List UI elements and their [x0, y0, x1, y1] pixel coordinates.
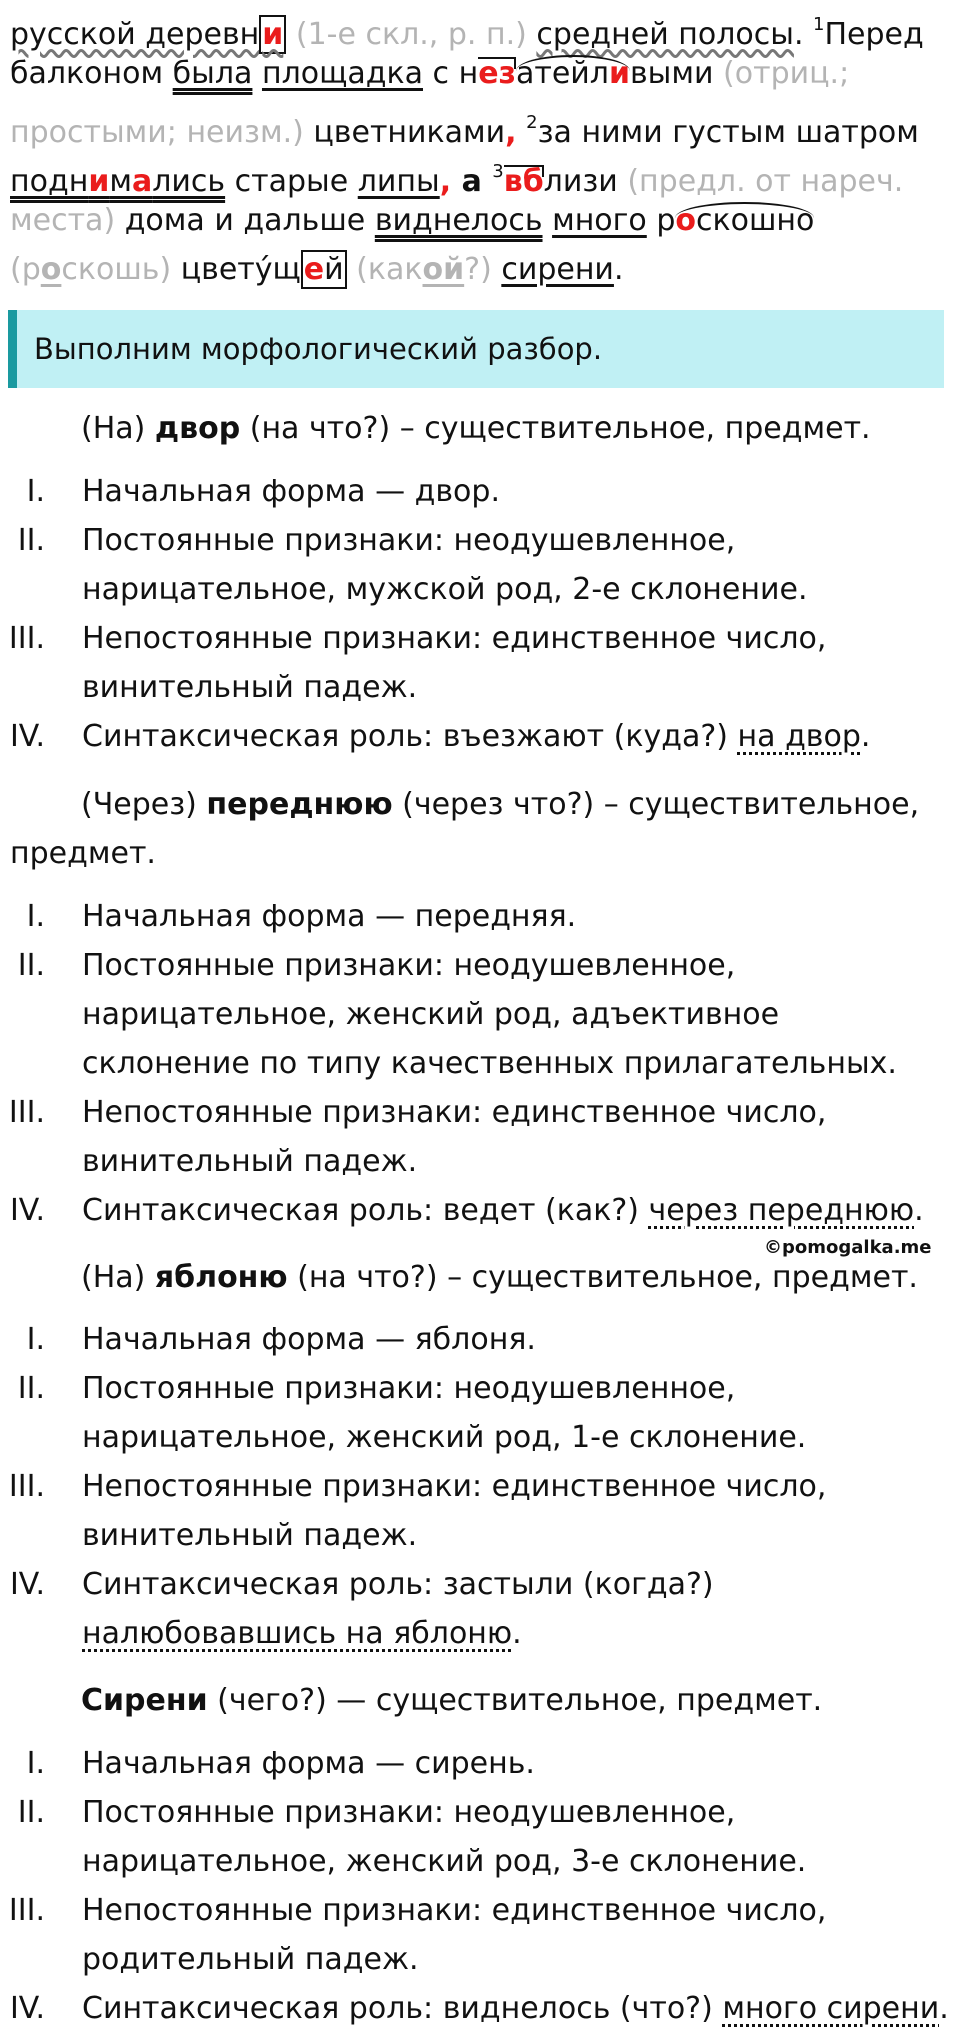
grammar-note: (как [346, 252, 423, 287]
parse-list-dvor [0, 467, 960, 761]
prefix-mark: вб [504, 157, 544, 206]
text-fragment: с н [423, 56, 479, 91]
text-fragment: скошно [696, 203, 815, 238]
text-fragment: Перед [824, 17, 924, 52]
item-text: Непостоянные признаки: единственное число, винительный падеж. [82, 1469, 827, 1553]
root-arc [675, 196, 814, 245]
grammar-note: (отриц.; [723, 56, 850, 91]
item-text: Непостоянные признаки: единственное число, родительный падеж. [82, 1893, 827, 1977]
text-fragment: за ними густым шатром [537, 115, 919, 150]
root-arc [516, 49, 630, 98]
list-item [0, 614, 960, 712]
item-number: III. [8, 1469, 45, 1504]
sentence-marker: 1 [813, 14, 825, 35]
letter-mark: и [88, 164, 110, 199]
grammar-note: ?) [464, 252, 502, 287]
title-rest: (на что?) – существительное, предмет. [240, 411, 871, 446]
grammar-note: (р [10, 252, 41, 287]
list-item [0, 712, 960, 761]
text-fragment: лизи [543, 164, 628, 199]
intro-text [10, 0, 950, 294]
list-item [0, 467, 960, 516]
text-fragment: старые [225, 164, 358, 199]
item-text: Начальная форма — яблоня. [82, 1322, 536, 1357]
item-text: Начальная форма — передняя. [82, 899, 577, 934]
intro-line-5 [10, 196, 950, 245]
section-title-dvor [10, 404, 950, 453]
section-title-perednyuyu [10, 780, 950, 878]
list-item [0, 1186, 960, 1235]
sentence-marker: 2 [526, 112, 538, 133]
text-fragment: . [860, 719, 871, 754]
predicate: виднелось [374, 203, 543, 238]
text-fragment: р [646, 203, 676, 238]
title-word: двор [154, 411, 241, 446]
item-text: Начальная форма — сирень. [82, 1746, 535, 1781]
intro-line-3 [10, 98, 950, 150]
text-fragment: . [939, 1991, 949, 2026]
item-number: III. [8, 621, 45, 656]
item-number: II. [17, 523, 45, 558]
item-text [82, 1984, 950, 2033]
sentence-marker: 3 [492, 161, 504, 182]
intro-line-6 [10, 245, 950, 294]
item-text: Постоянные признаки: неодушевленное, нарицательное, женский род, адъективное склонение по типу качественных прилагательных. [82, 948, 897, 1081]
item-text [82, 1560, 950, 1658]
letter-mark: е [303, 252, 325, 287]
parse-list-yablonyu [0, 1315, 960, 1658]
text-fragment: атейл [515, 56, 609, 91]
section-title-sireni [10, 1676, 950, 1725]
underlined-phrase: через переднюю [648, 1193, 915, 1228]
item-number: IV. [9, 1193, 45, 1228]
text-fragment: лись [152, 164, 226, 199]
parse-list-sireni [0, 1739, 960, 2033]
intro-line-4 [10, 147, 950, 199]
list-item [0, 941, 960, 1088]
comma-mark: , [439, 164, 452, 199]
subject: много [552, 203, 647, 238]
item-number: II. [17, 1795, 45, 1830]
title-prefix: (Через) [81, 787, 207, 822]
text-fragment: дома и дальше [115, 203, 375, 238]
grammar-note: (1-е скл., р. п.) [295, 17, 527, 52]
item-text: Постоянные признаки: неодушевленное, нарицательное, женский род, 3-е склонение. [82, 1795, 807, 1879]
title-word: переднюю [206, 787, 393, 822]
ending-box: и [259, 15, 286, 54]
prefix-mark: ез [478, 49, 516, 98]
item-text [82, 712, 950, 761]
letter-mark: о [675, 203, 696, 238]
item-text: Непостоянные признаки: единственное число, винительный падеж. [82, 621, 827, 705]
list-item [0, 1560, 960, 1658]
text-fragment: м [109, 164, 132, 199]
title-prefix [10, 1683, 81, 1718]
item-number: II. [17, 1371, 45, 1406]
item-number: IV. [9, 1991, 45, 2026]
item-number: III. [8, 1893, 45, 1928]
predicate: была [172, 56, 253, 91]
item-number: III. [8, 1095, 45, 1130]
text-fragment: Синтаксическая роль: въезжают (куда?) [82, 719, 738, 754]
subject: липы [357, 164, 440, 199]
text-fragment: . [793, 17, 804, 52]
text-fragment: русской деревн [10, 17, 260, 52]
title-prefix: (На) [81, 1260, 155, 1295]
text-fragment: выми [630, 56, 724, 91]
space [252, 56, 262, 91]
title-word: Сирени [81, 1683, 208, 1718]
item-text: Начальная форма — двор. [82, 474, 500, 509]
comma-mark: , [505, 115, 517, 150]
text-fragment: балконом [10, 56, 173, 91]
letter-mark: а [132, 164, 153, 199]
word-group: средней полосы [536, 17, 794, 52]
text-fragment: . [613, 252, 624, 287]
list-item [0, 1984, 960, 2033]
list-item [0, 1364, 960, 1462]
item-text: Непостоянные признаки: единственное число, винительный падеж. [82, 1095, 827, 1179]
subject: площадка [261, 56, 423, 91]
intro-line-2 [10, 49, 950, 98]
list-item [0, 516, 960, 614]
section-banner: Выполним морфологический разбор. [8, 310, 944, 388]
grammar-note: места) [10, 203, 116, 238]
letter-mark: и [608, 56, 630, 91]
item-number: I. [26, 474, 45, 509]
title-prefix: (На) [81, 411, 155, 446]
space [543, 203, 553, 238]
text-fragment: Синтаксическая роль: застыли (когда?) [82, 1567, 714, 1602]
list-item [0, 892, 960, 941]
list-item [0, 1886, 960, 1984]
title-rest: (через что?) – существительное, предмет. [10, 787, 920, 871]
text-fragment: цвету́щ [171, 252, 301, 287]
item-number: II. [17, 948, 45, 983]
list-item [0, 1788, 960, 1886]
subject: сирени [501, 252, 614, 287]
grammar-note: (предл. от нареч. [627, 164, 904, 199]
text-fragment: й [324, 252, 344, 287]
item-number: I. [26, 1322, 45, 1357]
title-rest: (на что?) – существительное, предмет. [287, 1260, 918, 1295]
text-fragment: цветниками [303, 115, 506, 150]
item-text [82, 1186, 950, 1235]
list-item [0, 1462, 960, 1560]
watermark-credit: ©pomogalka.me [764, 1237, 932, 1258]
underlined-phrase: налюбовавшись на яблоню [82, 1616, 513, 1651]
text-fragment: . [914, 1193, 924, 1228]
list-item [0, 1739, 960, 1788]
grammar-note: ой [422, 252, 465, 287]
item-number: I. [26, 899, 45, 934]
grammar-note: скошь) [61, 252, 172, 287]
intro-line-1 [10, 0, 950, 52]
grammar-note: о [40, 252, 62, 287]
title-word: яблоню [154, 1260, 288, 1295]
item-number: I. [26, 1746, 45, 1781]
underlined-phrase: много сирени [722, 1991, 940, 2026]
conjunction: а [451, 164, 493, 199]
text-fragment: Синтаксическая роль: ведет (как?) [82, 1193, 649, 1228]
item-text: Постоянные признаки: неодушевленное, нарицательное, мужской род, 2-е склонение. [82, 523, 808, 607]
predicate [10, 164, 225, 199]
list-item [0, 1315, 960, 1364]
text-fragment: Синтаксическая роль: виднелось (что?) [82, 1991, 723, 2026]
underlined-phrase: на двор [737, 719, 861, 754]
list-item [0, 1088, 960, 1186]
title-rest: (чего?) — существительное, предмет. [207, 1683, 823, 1718]
section-title-yablonyu [10, 1253, 950, 1302]
item-number: IV. [9, 1567, 45, 1602]
text-fragment: подн [10, 164, 89, 199]
text-fragment: . [512, 1616, 522, 1651]
parse-list-perednyuyu [0, 892, 960, 1235]
ending-box [301, 250, 347, 289]
item-text: Постоянные признаки: неодушевленное, нарицательное, женский род, 1-е склонение. [82, 1371, 807, 1455]
item-number: IV. [9, 719, 45, 754]
grammar-note: простыми; неизм.) [10, 115, 304, 150]
